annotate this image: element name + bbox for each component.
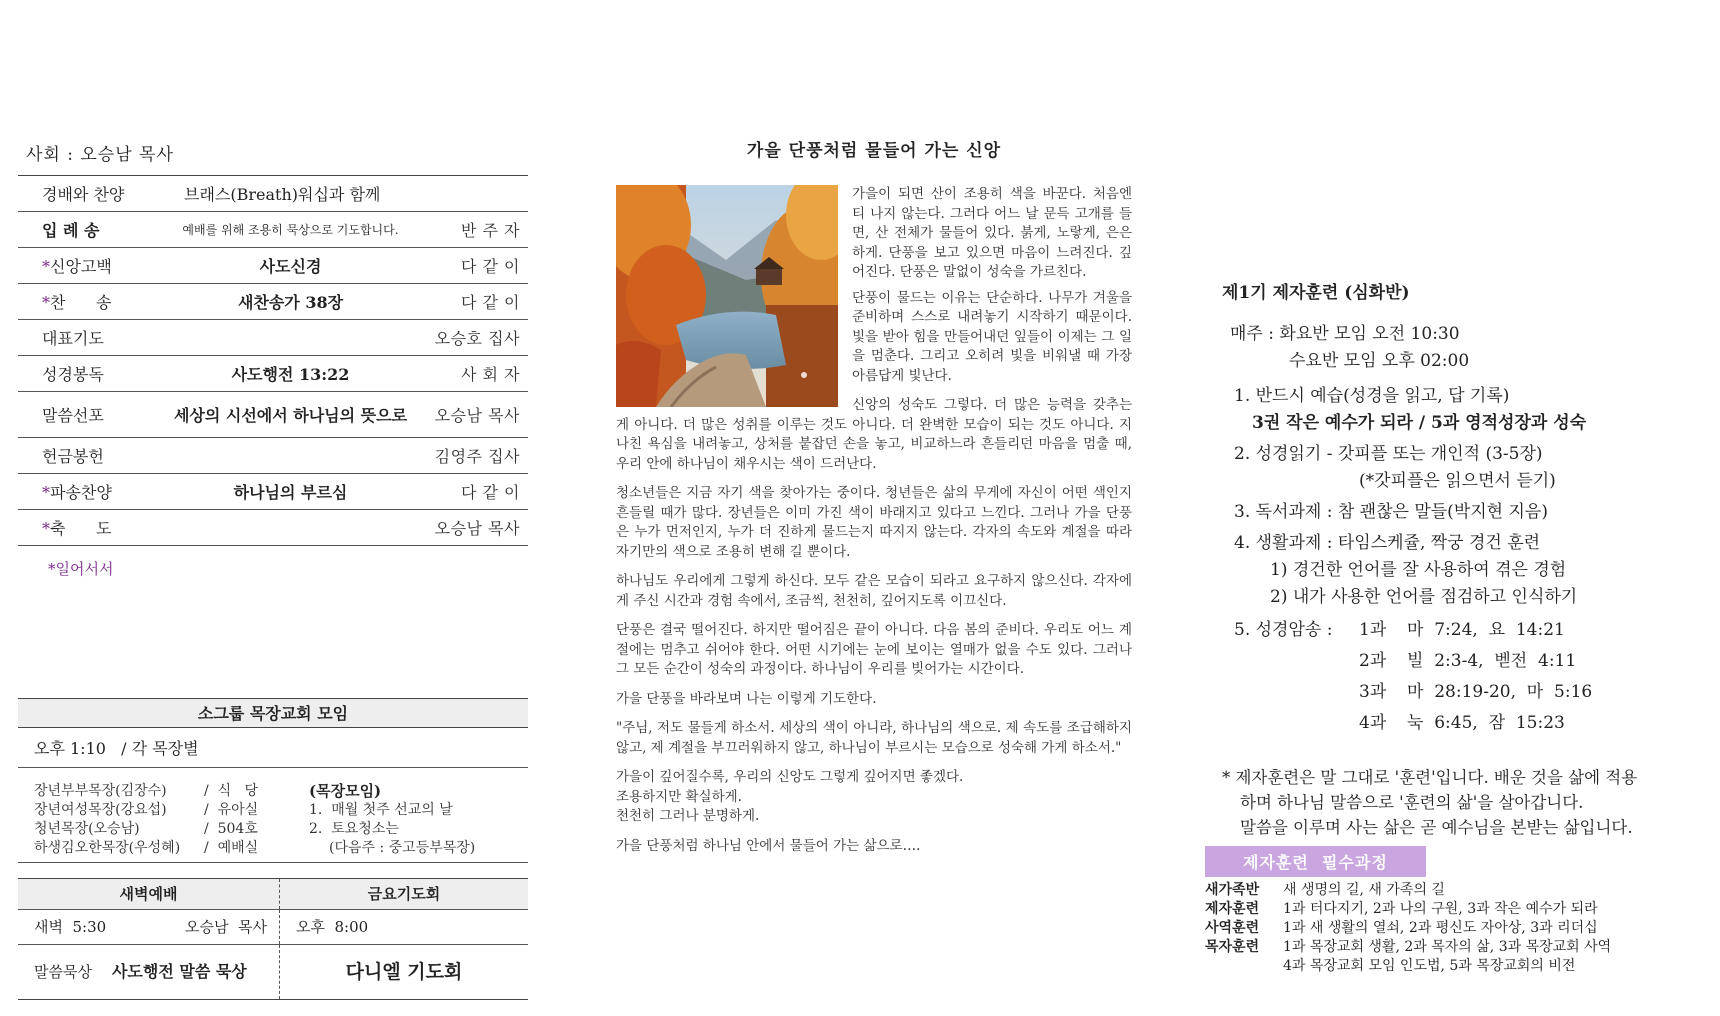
article-paragraph: "주님, 저도 물들게 하소서. 세상의 색이 아니라, 하나님의 색으로. 제 속도를 조급해하지 않고, 제 계절을 부끄러워하지 않고, 하나님이 부르시는 모습으로 성숙해 가게 하소서." (616, 720, 1132, 756)
worship-order-table (18, 175, 528, 546)
training-item-detail: (*갓피플은 읽으면서 듣기) (1359, 471, 1556, 491)
order-row (18, 212, 528, 248)
order-part: 성경봉독 (42, 365, 104, 384)
order-content: 예배를 위해 조용히 묵상으로 기도합니다. (182, 223, 399, 237)
order-row (18, 438, 528, 474)
course-row: 새가족반 새 생명의 길, 새 가족의 길 (1205, 882, 1445, 898)
article-line: 조용하지만 확실하게. (616, 788, 742, 805)
order-row: *신앙고백 사도신경 다 같 이 (18, 248, 528, 284)
training-title: 제1기 제자훈련 (심화반) (1222, 283, 1410, 303)
article-paragraph: 하나님도 우리에게 그렇게 하신다. 모두 같은 모습이 되라고 요구하지 않으신다. 각자에게 주신 시간과 경험 속에서, 조금씩, 천천히, 깊어지도록 이끄신다. (616, 573, 1132, 609)
small-group-list (34, 782, 309, 856)
order-leader: 다 같 이 (460, 257, 520, 276)
small-group-header: 소그룹 목장교회 모임 (18, 698, 528, 728)
order-leader: 사 회 자 (460, 365, 520, 384)
prayer-meetings-table (18, 878, 528, 1000)
list-item: 하생김오한목장(우성혜) / 예배실 (34, 840, 259, 856)
order-part: 헌금봉헌 (42, 447, 104, 466)
order-part: 말씀선포 (42, 406, 104, 425)
friday-time: 오후 8:00 (296, 918, 369, 936)
article-title: 가을 단풍처럼 물들어 가는 신앙 (746, 141, 1002, 161)
column-article (616, 136, 1132, 866)
worship-order-section (18, 140, 528, 579)
article-paragraph: 가을이 되면 산이 조용히 색을 바꾼다. 처음엔 티 나지 않는다. 그러다 어느 날 문득 고개를 들면, 산 전체가 물들어 있다. 붉게, 노랗게, 은은하게. 단풍을 보고 있으면 마음이 느려진다. 깊어진다. 단풍은 말없이 성숙을 가르친다. (852, 186, 1132, 280)
order-content: 사도행전 13:22 (231, 365, 350, 384)
order-leader: 오승남 목사 (434, 406, 520, 425)
order-row (18, 176, 528, 212)
training-item-detail: 2) 내가 사용한 언어를 점검하고 인식하기 (1270, 587, 1578, 607)
training-item-detail: 3권 작은 예수가 되라 / 5과 영적성장과 성숙 (1252, 413, 1587, 433)
training-item: 3. 독서과제 : 참 괜찮은 말들(박지현 지음) (1234, 502, 1548, 522)
meditation-label: 말씀묵상 (34, 963, 92, 981)
training-item: 4. 생활과제 : 타임스케쥴, 짝궁 경건 훈련 (1234, 533, 1541, 553)
training-item: 1. 반드시 예습(성경을 읽고, 답 기록) (1234, 386, 1510, 406)
list-item: 장년여성목장(강요섭) / 유아실 (34, 802, 259, 818)
order-row (18, 356, 528, 392)
required-courses-section (1205, 846, 1715, 976)
list-item: 장년부부목장(김장수) / 식 당 (34, 783, 259, 799)
order-row: *찬 송 새찬송가 38장 다 같 이 (18, 284, 528, 320)
order-row (18, 320, 528, 356)
memory-row: 4과 눅 6:45, 잠 15:23 (1359, 713, 1565, 733)
order-part: 신앙고백 (50, 257, 112, 276)
memory-row: 5. 성경암송 : 1과 마 7:24, 요 14:21 (1222, 617, 1717, 644)
order-leader: 오승남 목사 (434, 519, 520, 538)
sermon-title: 세상의 시선에서 하나님의 뜻으로 (173, 406, 408, 425)
friday-text: 다니엘 기도회 (345, 961, 463, 983)
order-content: 새찬송가 38장 (237, 293, 344, 312)
friday-title: 금요기도회 (280, 879, 528, 909)
schedule-label: 매주 : (1230, 324, 1274, 344)
memory-row: 3과 마 28:19-20, 마 5:16 (1359, 682, 1593, 702)
article-paragraph: 단풍이 물드는 이유는 단순하다. 나무가 겨울을 준비하며 스스로 내려놓기 시작하기 때문이다. 빛을 받아 힘을 만들어내던 잎들이 이제는 그 일을 멈춘다. 그리고 오히려 빛을 비워낼 때 가장 아름답게 빛난다. (852, 289, 1132, 384)
order-row: *축 도 오승남 목사 (18, 510, 528, 546)
memory-row: 2과 빌 2:3-4, 벧전 4:11 (1359, 651, 1577, 671)
order-leader: 반 주 자 (460, 221, 520, 240)
small-group-section (18, 698, 528, 863)
dawn-leader: 오승남 목사 (185, 918, 267, 936)
order-content: 브래스(Breath)워십과 함께 (184, 185, 381, 204)
article-paragraph: 가을 단풍을 바라보며 나는 이렇게 기도한다. (616, 690, 877, 707)
autumn-landscape-icon (616, 185, 838, 407)
order-part: 대표기도 (42, 329, 104, 348)
dawn-time: 새벽 5:30 (34, 918, 107, 936)
list-item: 청년목장(오승남) / 504호 (34, 821, 258, 837)
standup-note: *일어서서 (48, 560, 114, 578)
memory-label: 5. 성경암송 : (1234, 620, 1333, 640)
order-leader: 다 같 이 (460, 483, 520, 502)
order-part: 경배와 찬양 (42, 185, 125, 204)
training-note: * 제자훈련은 말 그대로 '훈련'입니다. 배운 것을 삶에 적용 하며 하나님 말씀으로 '훈련의 삶'을 살아갑니다. 말씀을 이루며 사는 삶은 곧 예수님을 본받는 삶입니다. (1222, 768, 1638, 837)
small-group-notes: (목장모임) 1. 매월 첫주 선교의 날 2. 토요청소는 (다음주 : 중고등부목장) (309, 782, 476, 856)
order-leader: 김영주 집사 (434, 447, 520, 466)
order-leader: 다 같 이 (460, 293, 520, 312)
article-line: 천천히 그러나 분명하게. (616, 808, 760, 824)
order-part: 찬 송 (50, 293, 112, 312)
presider: 사회 : 오승남 목사 (26, 145, 174, 165)
training-item: 2. 성경읽기 - 갓피플 또는 개인적 (3-5장) (1234, 444, 1543, 464)
article-paragraph: 신앙의 성숙도 그렇다. 더 많은 능력을 갖추는 게 아니다. 더 많은 성취를 이루는 것도 아니다. 더 완벽한 모습이 되는 것도 아니다. 지나친 욕심을 내려놓고, 상처를 붙잡던 손을 놓고, 비교하느라 흔들리던 마음을 멈출 때, 우리 안에 하나님이 채우시는 색이 드러난다. (616, 397, 1132, 472)
order-row: *파송찬양 하나님의 부르심 다 같 이 (18, 474, 528, 510)
schedule-item: 수요반 모임 오후 02:00 (1289, 351, 1470, 371)
course-row: 4과 목장교회 모임 인도법, 5과 목장교회의 비전 (1283, 958, 1576, 974)
autumn-landscape-image (616, 185, 838, 407)
discipleship-training-section (1222, 278, 1717, 840)
course-row: 사역훈련 1과 새 생활의 열쇠, 2과 평신도 자아상, 3과 리더십 (1205, 920, 1598, 936)
schedule-item: 화요반 모임 오전 10:30 (1279, 324, 1460, 344)
courses-tag: 제자훈련 필수과정 (1205, 846, 1426, 877)
order-row (18, 392, 528, 438)
order-part: 파송찬양 (50, 483, 112, 502)
article-line: 가을이 깊어질수록, 우리의 신앙도 그렇게 깊어지면 좋겠다. (616, 769, 964, 785)
dawn-title: 새벽예배 (18, 879, 280, 909)
course-row: 목자훈련 1과 목장교회 생활, 2과 목자의 삶, 3과 목장교회 사역 (1205, 939, 1612, 955)
small-group-time: 오후 1:10 / 각 목장별 (18, 728, 528, 768)
article-paragraph: 단풍은 결국 떨어진다. 하지만 떨어짐은 끝이 아니다. 다음 봄의 준비다. 우리도 어느 계절에는 멈추고 쉬어야 한다. 어떤 시기에는 눈에 보이는 열매가 없을 수도 있다. 그러나 그 모든 순간이 성숙의 과정이다. 하나님이 우리를 빚어가는 시간이다. (616, 622, 1132, 677)
order-content: 사도신경 (259, 257, 322, 276)
order-leader: 오승호 집사 (434, 329, 520, 348)
order-part: 입 례 송 (42, 221, 100, 240)
article-paragraph: 가을 단풍처럼 하나님 안에서 물들어 가는 삶으로…. (616, 837, 921, 854)
order-content: 하나님의 부르심 (233, 483, 348, 502)
course-row: 제자훈련 1과 터다지기, 2과 나의 구원, 3과 작은 예수가 되라 (1205, 901, 1598, 917)
training-item-detail: 1) 경건한 언어를 잘 사용하여 겪은 경험 (1270, 560, 1567, 580)
order-part: 축 도 (50, 519, 112, 538)
meditation-text: 사도행전 말씀 묵상 (111, 962, 247, 981)
article-paragraph: 청소년들은 지금 자기 색을 찾아가는 중이다. 청년들은 삶의 무게에 자신이 어떤 색인지 흔들릴 때가 많다. 장년들은 이미 가진 색이 바래지고 있다고 느낀다. 그러나 가을 단풍은 누가 먼저인지, 누가 더 진하게 물드는지 따지지 않는다. 각자의 속도와 계절을 따라 자기만의 색으로 조용히 변해 길 뿐이다. (616, 485, 1132, 560)
